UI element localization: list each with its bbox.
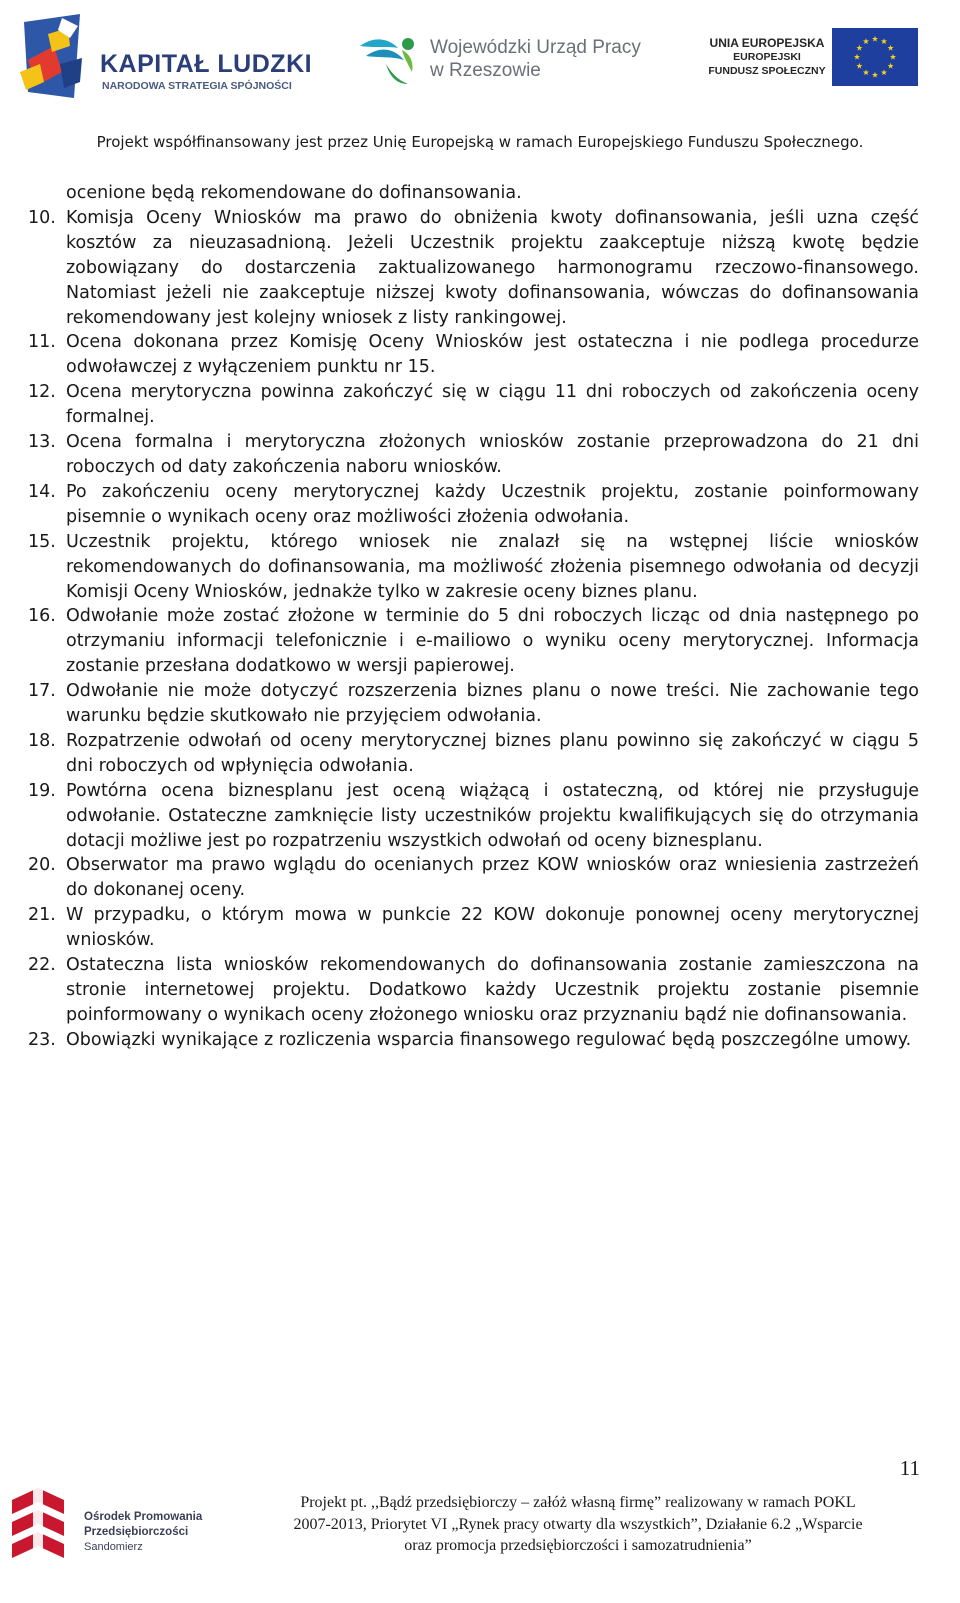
kapital-ludzki-logo: [18, 12, 318, 104]
list-item-text: Uczestnik projektu, którego wniosek nie znalazł się na wstępnej liście wniosków rekomendowanych do dofinansowania, ma możliwość złożenia pisemnego odwołania od decyzji Komisji Oceny Wniosków, jednakże tylko w zakresie oceny biznes planu.: [66, 531, 919, 602]
project-footer: [238, 1492, 918, 1557]
wup-name: [430, 36, 641, 82]
list-item-number: 20.: [28, 855, 56, 876]
list-item: [28, 604, 919, 679]
list-item-number: 12.: [28, 382, 56, 403]
kapital-ludzki-emblem-icon: [18, 12, 96, 104]
list-item: [28, 430, 919, 480]
list-item-number: 13.: [28, 432, 56, 453]
list-item-text: Obserwator ma prawo wglądu do ocenianych przez KOW wniosków oraz wniesienia zastrzeżeń do dokonanej oceny.: [66, 855, 919, 901]
opp-sandomierz-logo: [4, 1484, 224, 1564]
cofinancing-note: Projekt współfinansowany jest przez Unię Europejską w ramach Europejskiego Funduszu Społecznego.: [96, 133, 864, 151]
wup-bird-icon: [358, 26, 422, 88]
list-item-text: Odwołanie nie może dotyczyć rozszerzenia biznes planu o nowe treści. Nie zachowanie tego warunku będzie skutkowało nie przyjęciem odwołania.: [66, 681, 919, 727]
list-item-number: 19.: [28, 780, 56, 801]
eu-line-3: FUNDUSZ SPOŁECZNY: [708, 65, 826, 77]
opp-emblem-icon: [4, 1484, 72, 1562]
page-number: 11: [899, 1456, 920, 1480]
list-item: [28, 953, 919, 1028]
list-item: [28, 480, 919, 530]
footer-line-1: Projekt pt. ,,Bądź przedsiębiorczy – załóż własną firmę” realizowany w ramach POKL: [300, 1494, 856, 1511]
list-item-text: Po zakończeniu oceny merytorycznej każdy Uczestnik projektu, zostanie poinformowany pisemnie o wynikach oceny oraz możliwości złożenia odwołania.: [66, 481, 919, 527]
footer-line-2: 2007-2013, Priorytet VI „Rynek pracy otwarty dla wszystkich”, Działanie 6.2 „Wsparcie: [293, 1515, 863, 1533]
list-item-text: Rozpatrzenie odwołań od oceny merytorycznej biznes planu powinno się zakończyć w ciągu 5 dni roboczych od wpłynięcia odwołania.: [66, 730, 919, 776]
list-item: [28, 903, 919, 953]
list-item-text: W przypadku, o którym mowa w punkcie 22 KOW dokonuje ponownej oceny merytorycznej wniosków.: [66, 905, 919, 951]
list-item-number: 21.: [28, 905, 56, 926]
eu-text: [702, 36, 832, 78]
list-item: [28, 679, 919, 729]
list-item: [28, 1028, 919, 1053]
list-item-number: 17.: [28, 681, 56, 702]
list-item-number: 23.: [28, 1029, 56, 1050]
opp-line-2: Przedsiębiorczości: [84, 1526, 189, 1538]
list-item-text: Ocena dokonana przez Komisję Oceny Wniosków jest ostateczna i nie podlega procedurze odwoławczej z wyłączeniem punktu nr 15.: [66, 332, 919, 378]
list-item-number: 16.: [28, 606, 56, 627]
list-item-text: Komisja Oceny Wniosków ma prawo do obniżenia kwoty dofinansowania, jeśli uzna część kosztów za nieuzasadnioną. Jeżeli Uczestnik projektu zaakceptuje niższą kwotę będzie zobowiązany do dostarczenia zaktualizowanego harmonogramu rzeczowo-finansowego. Natomiast jeżeli nie zaakceptuje niższej kwoty dofinansowania, wówczas do dofinansowania rekomendowany jest kolejny wniosek z listy rankingowej.: [66, 207, 919, 328]
kapital-ludzki-title: KAPITAŁ LUDZKI: [100, 50, 313, 78]
opp-line-3: Sandomierz: [84, 1541, 143, 1553]
wup-line-1: Wojewódzki Urząd Pracy: [430, 37, 641, 58]
list-item-text: Ostateczna lista wniosków rekomendowanych do dofinansowania zostanie zamieszczona na stronie internetowej projektu. Dodatkowo każdy Uczestnik projektu zostanie pisemnie poinformowany o wynikach oceny złożonego wniosku oraz przyznaniu bądź nie dofinansowania.: [66, 955, 919, 1025]
eu-flag-icon: [832, 28, 918, 86]
list-item-text: Ocena merytoryczna powinna zakończyć się w ciągu 11 dni roboczych od zakończenia oceny formalnej.: [66, 382, 919, 428]
list-item-number: 10.: [28, 207, 56, 228]
continued-text: ocenione będą rekomendowane do dofinansowania.: [66, 183, 522, 203]
wup-logo: [358, 22, 658, 92]
page-header: [0, 0, 960, 151]
kapital-ludzki-subtitle: NARODOWA STRATEGIA SPÓJNOŚCI: [102, 80, 292, 92]
list-item: [28, 853, 919, 903]
opp-name: [84, 1510, 202, 1555]
list-item-number: 15.: [28, 531, 56, 552]
eu-logo: [690, 22, 930, 94]
opp-line-1: Ośrodek Promowania: [84, 1511, 203, 1523]
wup-line-2: w Rzeszowie: [430, 60, 541, 81]
eu-line-2: EUROPEJSKI: [733, 51, 801, 63]
list-item-number: 22.: [28, 955, 56, 976]
list-item: [28, 206, 919, 331]
list-item-number: 18.: [28, 730, 56, 751]
eu-line-1: UNIA EUROPEJSKA: [709, 36, 825, 50]
list-item-text: Obowiązki wynikające z rozliczenia wsparcia finansowego regulować będą poszczególne umowy.: [66, 1029, 912, 1050]
list-item-text: Odwołanie może zostać złożone w terminie do 5 dni roboczych licząc od dnia następnego po otrzymaniu informacji telefonicznie i e-mailiowo o wyniku oceny merytorycznej. Informacja zostanie przesłana dodatkowo w wersji papierowej.: [66, 606, 919, 677]
list-item-text: Ocena formalna i merytoryczna złożonych wniosków zostanie przeprowadzona do 21 dni roboczych od daty zakończenia naboru wniosków.: [66, 432, 919, 477]
list-item-text: Powtórna ocena biznesplanu jest oceną wiążącą i ostateczną, od której nie przysługuje odwołanie. Ostateczne zamknięcie listy uczestników projektu kwalifikujących się do otrzymania dotacji możliwe jest po rozpatrzeniu wszystkich odwołań od oceny biznesplanu.: [66, 780, 919, 851]
list-item: [28, 729, 919, 779]
numbered-list: [28, 206, 919, 1053]
list-item: [28, 530, 919, 605]
footer-line-3: oraz promocja przedsiębiorczości i samozatrudnienia”: [404, 1537, 752, 1554]
list-item-number: 11.: [28, 332, 56, 353]
document-body: [28, 181, 919, 1053]
list-item: [28, 380, 919, 430]
list-item: [28, 779, 919, 854]
list-item-number: 14.: [28, 481, 56, 502]
list-item: [28, 330, 919, 380]
